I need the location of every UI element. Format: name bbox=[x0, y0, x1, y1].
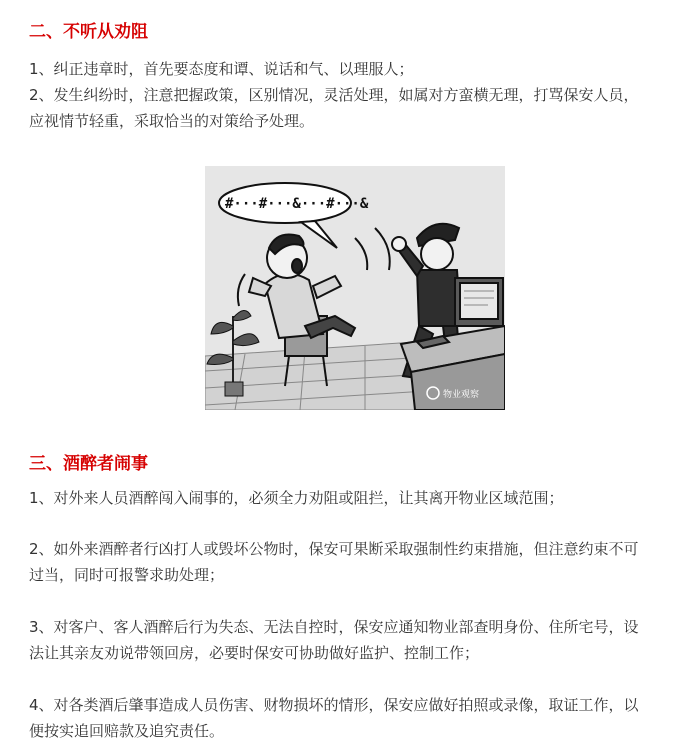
section3-item-4 bbox=[29, 692, 639, 744]
section3-item-4-line-2: 便按实追回赔款及追究责任。 bbox=[29, 722, 225, 740]
cartoon-illustration bbox=[205, 166, 505, 410]
section3-item-2-line-1: 2、如外来酒醉者行凶打人或毁坏公物时，保安可果断采取强制性约束措施，但注意约束不可 bbox=[29, 540, 639, 558]
speech-text: #···#···&···#···& bbox=[225, 196, 369, 212]
section2-item-1-line-1: 1、纠正违章时，首先要态度和谭、说话和气、以理服人； bbox=[29, 60, 414, 78]
section2-item-2-line-2: 应视情节轻重，采取恰当的对策给予处理。 bbox=[29, 112, 315, 130]
section3-item-1-line-1: 1、对外来人员酒醉闯入闹事的，必须全力劝阻或阻拦，让其离开物业区域范围； bbox=[29, 489, 564, 507]
section-heading-2: 二、不听从劝阻 bbox=[29, 22, 148, 42]
section3-item-2 bbox=[29, 536, 639, 588]
watermark-text: 物业观察 bbox=[443, 390, 480, 400]
section-heading-3: 三、酒醉者闹事 bbox=[29, 454, 148, 474]
section3-item-1 bbox=[29, 485, 564, 511]
section3-item-2-line-2: 过当，同时可报警求助处理； bbox=[29, 566, 225, 584]
section3-item-4-line-1: 4、对各类酒后肇事造成人员伤害、财物损坏的情形，保安应做好拍照或录像，取证工作，以 bbox=[29, 696, 639, 714]
section3-item-3-line-2: 法让其亲友劝说带领回房，必要时保安可协助做好监护、控制工作； bbox=[29, 644, 480, 662]
section3-item-3 bbox=[29, 614, 639, 666]
section3-item-3-line-1: 3、对客户、客人酒醉后行为失态、无法自控时，保安应通知物业部查明身份、住所宅号，设 bbox=[29, 618, 639, 636]
section2-item-2 bbox=[29, 82, 639, 134]
section2-item-1 bbox=[29, 56, 414, 82]
section2-item-2-line-1: 2、发生纠纷时，注意把握政策，区别情况，灵活处理，如属对方蛮横无理，打骂保安人员， bbox=[29, 86, 639, 104]
